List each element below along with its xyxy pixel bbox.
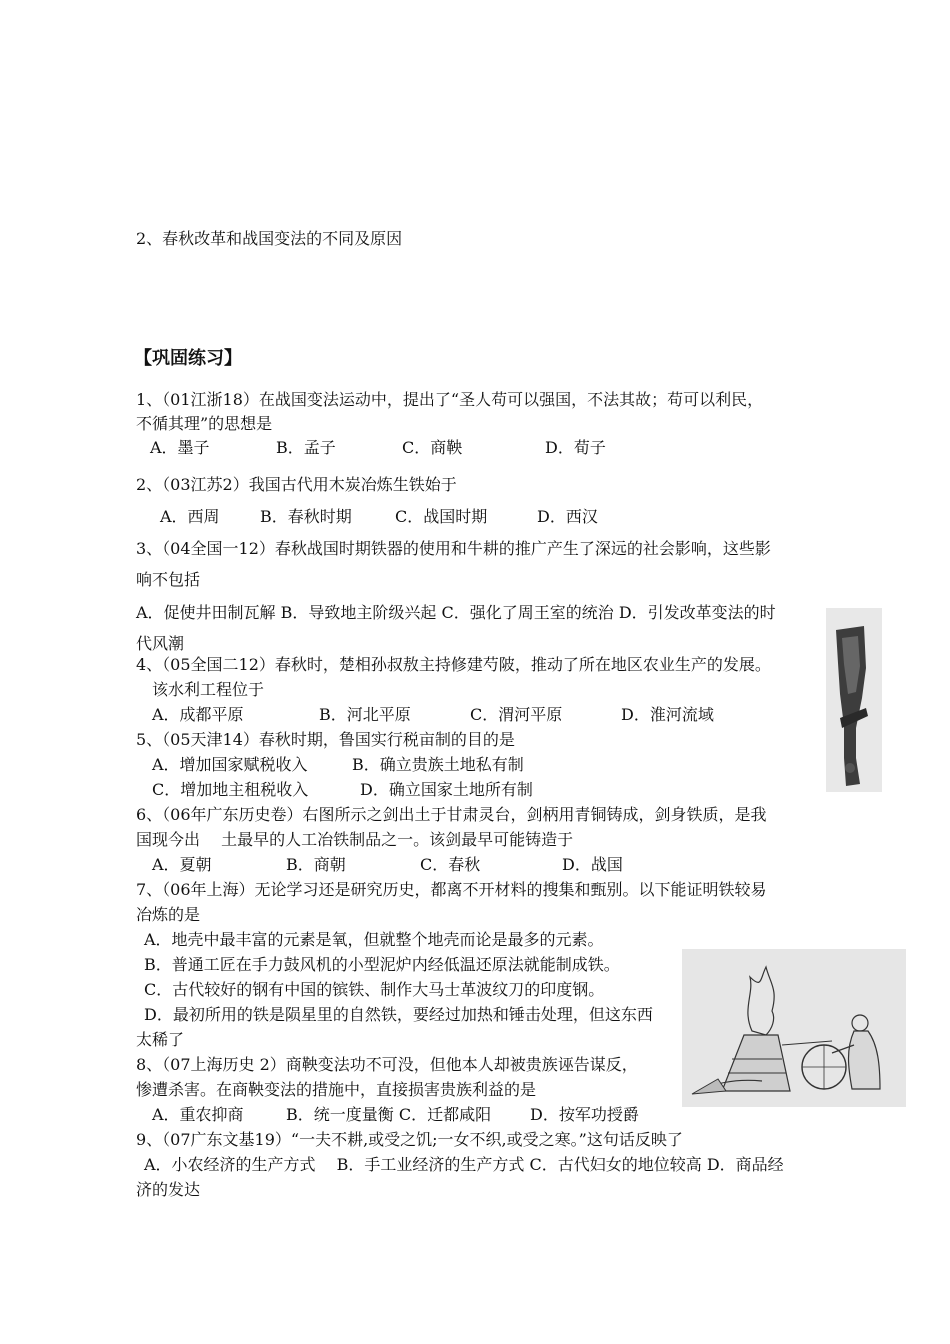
q9-options-line: A．小农经济的生产方式 B．手工业经济的生产方式 C．古代妇女的地位较高 D．商品经 [144,1155,784,1174]
q1-stem-line1: 1、（01江浙18）在战国变法运动中，提出了“圣人苟可以强国，不法其故；苟可以利民， [136,390,764,409]
q5-stem-line1: 5、（05天津14）春秋时期，鲁国实行税亩制的目的是 [136,730,515,749]
q4-stem-line1: 4、（05全国二12）春秋时，楚相孙叔敖主持修建芍陂，推动了所在地区农业生产的发展。 [136,655,771,674]
q8-option-b: B．统一度量衡 C．迁都咸阳 [286,1105,492,1124]
q3-options-line2: 代风潮 [136,634,185,653]
q7-stem-line1: 7、（06年上海）无论学习还是研究历史，都离不开材料的搜集和甄别。以下能证明铁较易 [136,880,767,899]
q8-option-d: D．按军功授爵 [530,1105,639,1124]
q5-option-d: D．确立国家土地所有制 [360,780,533,799]
q3-stem-line1: 3、（04全国一12）春秋战国时期铁器的使用和牛耕的推广产生了深远的社会影响，这些影 [136,539,771,558]
q1-stem-line2: 不循其理”的思想是 [136,414,273,433]
q7-option-c: C．古代较好的钢有中国的镔铁、制作大马士革波纹刀的印度钢。 [144,980,605,999]
question-heading-2: 2、春秋改革和战国变法的不同及原因 [136,229,403,248]
q7-option-d-tail: 太稀了 [136,1030,185,1049]
q1-option-d: D．荀子 [545,438,606,457]
q2-option-a: A．西周 [160,507,220,526]
q2-option-c: C．战国时期 [395,507,488,526]
q9-stem-line1: 9、（07广东文基19）“一夫不耕,或受之饥;一女不织,或受之寒。”这句话反映了 [136,1130,683,1149]
q4-stem-line2: 该水利工程位于 [152,680,265,699]
q9-options-line2: 济的发达 [136,1180,201,1199]
q5-option-b: B．确立贵族土地私有制 [352,755,524,774]
q5-option-c: C．增加地主租税收入 [152,780,309,799]
q7-stem-line2: 冶炼的是 [136,905,201,924]
sword-image [826,608,882,792]
q2-option-b: B．春秋时期 [260,507,352,526]
section-title: 【巩固练习】 [134,348,242,369]
q1-option-c: C．商鞅 [402,438,463,457]
q8-option-a: A．重农抑商 [152,1105,244,1124]
q6-option-b: B．商朝 [286,855,346,874]
q7-option-b: B．普通工匠在手力鼓风机的小型泥炉内经低温还原法就能制成铁。 [144,955,620,974]
q8-stem-line2: 惨遭杀害。在商鞅变法的措施中，直接损害贵族利益的是 [136,1080,537,1099]
q6-option-d: D．战国 [562,855,623,874]
q2-stem-line1: 2、（03江苏2）我国古代用木炭冶炼生铁始于 [136,475,457,494]
q1-option-b: B．孟子 [276,438,336,457]
q6-stem-line1: 6、（06年广东历史卷）右图所示之剑出土于甘肃灵台，剑柄用青铜铸成，剑身铁质，是我 [136,805,767,824]
q4-option-a: A．成都平原 [152,705,244,724]
q7-option-a: A．地壳中最丰富的元素是氧，但就整个地壳而论是最多的元素。 [144,930,604,949]
q6-option-a: A．夏朝 [152,855,212,874]
q4-option-c: C．渭河平原 [470,705,563,724]
smelting-illustration [682,949,906,1107]
q1-option-a: A．墨子 [150,438,210,457]
q8-stem-line1: 8、（07上海历史 2）商鞅变法功不可没，但他本人却被贵族诬告谋反， [136,1055,638,1074]
q6-option-c: C．春秋 [420,855,481,874]
q4-option-d: D．淮河流域 [621,705,714,724]
q3-stem-line2: 响不包括 [136,570,201,589]
q4-option-b: B．河北平原 [319,705,411,724]
q2-option-d: D．西汉 [537,507,598,526]
q6-stem-line2: 国现今出 土最早的人工冶铁制品之一。该剑最早可能铸造于 [136,830,574,849]
q3-options-line: A．促使井田制瓦解 B．导致地主阶级兴起 C．强化了周王室的统治 D．引发改革变法的时 [136,603,776,622]
q7-option-d: D．最初所用的铁是陨星里的自然铁，要经过加热和锤击处理，但这东西 [144,1005,653,1024]
q5-option-a: A．增加国家赋税收入 [152,755,308,774]
